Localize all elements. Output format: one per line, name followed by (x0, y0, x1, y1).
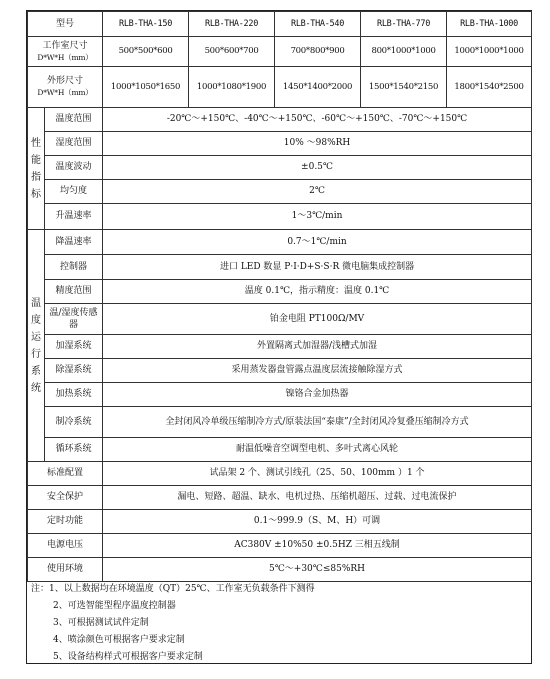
system-group-label: 温度运行系统 (28, 230, 45, 462)
system-label: 加热系统 (45, 383, 103, 407)
system-value: 镍铬合金加热器 (103, 383, 532, 407)
model-cell: RLB-THA-220 (189, 12, 275, 37)
general-label: 标准配置 (28, 462, 103, 486)
system-value: 耐温低噪音空调型电机、多叶式离心风轮 (103, 438, 532, 462)
system-label: 控制器 (45, 255, 103, 280)
chamber-size-cell: 500*600*700 (189, 37, 275, 67)
system-value: 外置隔离式加湿器/浅槽式加湿 (103, 335, 532, 359)
performance-group-label: 性能指标 (28, 108, 45, 230)
chamber-size-label-line2: D*W*H（mm） (37, 52, 93, 62)
general-row (28, 558, 532, 582)
perf-label: 升温速率 (45, 204, 103, 230)
outer-size-label (28, 67, 103, 108)
perf-row (28, 132, 532, 156)
system-row (28, 359, 532, 383)
system-label: 精度范围 (45, 280, 103, 304)
outer-size-label-line2: D*W*H（mm） (37, 88, 93, 97)
system-row (28, 407, 532, 438)
outer-size-cell: 1000*1080*1900 (189, 67, 275, 108)
outer-size-cell: 1000*1050*1650 (103, 67, 189, 108)
system-row (28, 304, 532, 335)
outer-size-label-line1: 外形尺寸 (47, 76, 84, 86)
chamber-size-label-line1: 工作室尺寸 (42, 40, 88, 51)
general-value: 0.1～999.9（S、M、H）可调 (103, 510, 532, 534)
perf-label: 温度范围 (45, 108, 103, 132)
general-value: AC380V ±10%50 ±0.5HZ 三相五线制 (103, 534, 532, 558)
system-value: 0.7～1℃/min (103, 230, 532, 255)
spec-table (27, 11, 532, 582)
general-label: 使用环境 (28, 558, 103, 582)
general-row (28, 534, 532, 558)
outer-size-cell: 1450*1400*2000 (275, 67, 361, 108)
note-line: 3、可根据测试试件定制 (53, 618, 149, 628)
system-value: 温度 0.1℃，指示精度：温度 0.1℃ (103, 280, 532, 304)
outer-size-row (28, 67, 532, 108)
system-row (28, 438, 532, 462)
model-label: 型号 (28, 12, 103, 37)
model-cell: RLB-THA-150 (103, 12, 189, 37)
chamber-size-label (28, 37, 103, 67)
chamber-size-cell: 1000*1000*1000 (447, 37, 532, 67)
perf-label: 湿度范围 (45, 132, 103, 156)
system-label: 除湿系统 (45, 359, 103, 383)
general-label: 定时功能 (28, 510, 103, 534)
perf-value: 1～3℃/min (103, 204, 532, 230)
perf-row (28, 180, 532, 204)
general-row (28, 462, 532, 486)
perf-value: 10% ～98%RH (103, 132, 532, 156)
general-label: 电源电压 (28, 534, 103, 558)
general-value: 5℃～+30℃≤85%RH (103, 558, 532, 582)
outer-size-cell: 1800*1540*2500 (447, 67, 532, 108)
spec-sheet (26, 10, 532, 664)
outer-size-cell: 1500*1540*2150 (361, 67, 447, 108)
system-label: 循环系统 (45, 438, 103, 462)
perf-row (28, 204, 532, 230)
system-label: 温/湿度传感器 (45, 304, 103, 335)
note-line: 5、设备结构样式可根据客户要求定制 (53, 652, 203, 662)
model-cell: RLB-THA-770 (361, 12, 447, 37)
notes (31, 581, 527, 666)
system-label: 加湿系统 (45, 335, 103, 359)
general-value: 漏电、短路、超温、缺水、电机过热、压缩机超压、过载、过电流保护 (103, 486, 532, 510)
system-row (28, 335, 532, 359)
general-label: 安全保护 (28, 486, 103, 510)
chamber-size-cell: 500*500*600 (103, 37, 189, 67)
system-label: 制冷系统 (45, 407, 103, 438)
chamber-size-cell: 700*800*900 (275, 37, 361, 67)
perf-row (28, 156, 532, 180)
note-line: 2、可选智能型程序温度控制器 (53, 601, 176, 611)
model-row (28, 12, 532, 37)
perf-row (28, 108, 532, 132)
system-value: 铂金电阻 PT100Ω/MV (103, 304, 532, 335)
general-value: 试品架 2 个、测试引线孔（25、50、100mm ）1 个 (103, 462, 532, 486)
system-row (28, 383, 532, 407)
note-line: 注：1、以上数据均在环境温度（QT）25℃、工作室无负载条件下测得 (31, 584, 315, 594)
chamber-size-cell: 800*1000*1000 (361, 37, 447, 67)
perf-label: 均匀度 (45, 180, 103, 204)
system-value: 采用蒸发器盘管露点温度层流接触除湿方式 (103, 359, 532, 383)
model-cell: RLB-THA-1000 (447, 12, 532, 37)
chamber-size-row (28, 37, 532, 67)
system-value: 全封闭风冷单级压缩制冷方式/原装法国“泰康”/全封闭风冷复叠压缩制冷方式 (103, 407, 532, 438)
general-row (28, 510, 532, 534)
perf-label: 温度波动 (45, 156, 103, 180)
system-row (28, 230, 532, 255)
perf-value: ±0.5℃ (103, 156, 532, 180)
perf-value: -20℃～+150℃、-40℃～+150℃、-60℃～+150℃、-70℃～+150℃ (103, 108, 532, 132)
model-cell: RLB-THA-540 (275, 12, 361, 37)
note-line: 4、喷涂颜色可根据客户要求定制 (53, 635, 185, 645)
general-row (28, 486, 532, 510)
system-row (28, 255, 532, 280)
system-value: 进口 LED 数显 P·I·D+S·S·R 微电脑集成控制器 (103, 255, 532, 280)
perf-value: 2℃ (103, 180, 532, 204)
system-row (28, 280, 532, 304)
system-label: 降温速率 (45, 230, 103, 255)
